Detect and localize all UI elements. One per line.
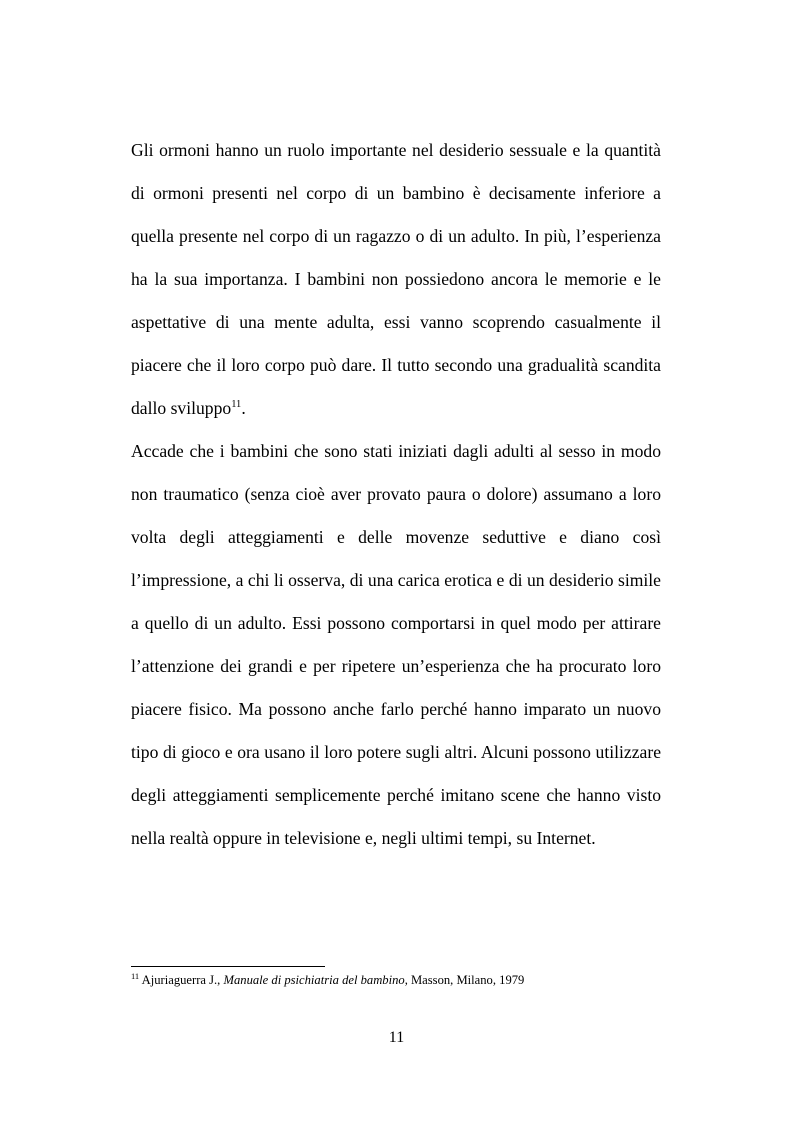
footnote-publisher: , Masson, Milano, 1979 bbox=[404, 973, 525, 987]
paragraph-2-text: Accade che i bambini che sono stati iniziati dagli adulti al sesso in modo non traumatico (senza cioè aver provato paura o dolore) assumano a loro volta degli atteggiamenti e delle movenze seduttive e diano così l’impressione, a chi li osserva, di una carica erotica e di un desiderio simile a quello di un adulto. Essi possono comportarsi in quel modo per attirare l’attenzione dei grandi e per ripetere un’esperienza che ha procurato loro piacere fisico. Ma possono anche farlo perché hanno imparato un nuovo tipo di gioco e ora usano il loro potere sugli altri. Alcuni possono utilizzare degli atteggiamenti semplicemente perché imitano scene che hanno visto nella realtà oppure in televisione e, negli ultimi tempi, su Internet. bbox=[131, 441, 661, 848]
footnote-title: Manuale di psichiatria del bambino bbox=[223, 973, 405, 987]
footnote-divider bbox=[131, 966, 325, 967]
paragraph-2 bbox=[131, 430, 661, 860]
footnote bbox=[131, 972, 691, 989]
paragraph-1 bbox=[131, 129, 661, 430]
paragraph-1-tail: . bbox=[241, 398, 246, 418]
footnote-author: Ajuriaguerra J., bbox=[139, 973, 224, 987]
footnote-reference[interactable]: 11 bbox=[231, 399, 242, 410]
page-number: 11 bbox=[388, 1029, 405, 1046]
footnote-number: 11 bbox=[131, 971, 140, 981]
paragraph-1-text: Gli ormoni hanno un ruolo importante nel desiderio sessuale e la quantità di ormoni presenti nel corpo di un bambino è decisamente inferiore a quella presente nel corpo di un ragazzo o di un adulto. In più, l’esperienza ha la sua importanza. I bambini non possiedono ancora le memorie e le aspettative di una mente adulta, essi vanno scoprendo casualmente il piacere che il loro corpo può dare. Il tutto secondo una gradualità scandita dallo sviluppo bbox=[131, 140, 661, 418]
main-text bbox=[131, 129, 661, 860]
